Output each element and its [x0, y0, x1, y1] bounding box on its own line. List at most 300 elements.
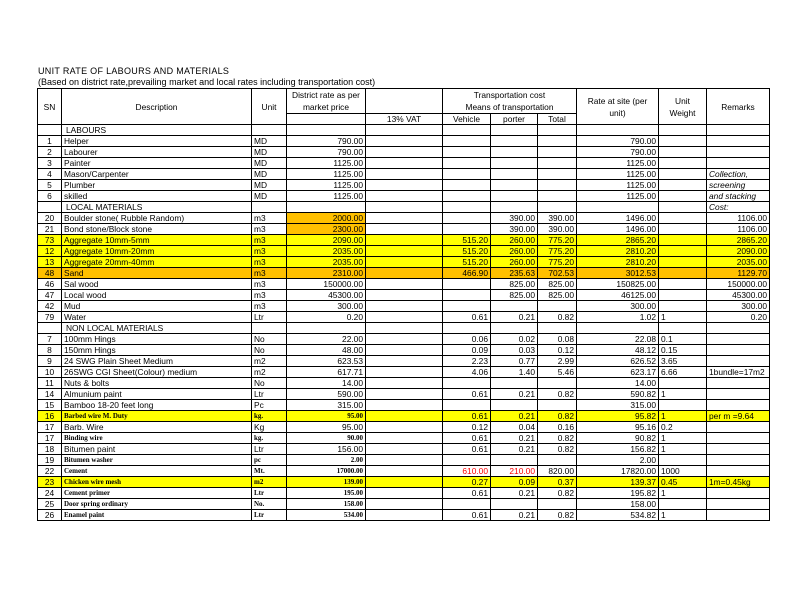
district-rate-cell: 790.00 — [287, 147, 366, 158]
vat-cell — [366, 213, 443, 224]
unit-cell: m3 — [252, 213, 287, 224]
remark-cell — [707, 334, 770, 345]
description-cell: Cement — [62, 466, 252, 477]
total-cell: 825.00 — [538, 290, 577, 301]
sn-cell: 73 — [38, 235, 62, 246]
empty-cell — [577, 202, 659, 213]
porter-cell — [491, 147, 538, 158]
district-rate-cell: 2090.00 — [287, 235, 366, 246]
empty-cell — [252, 202, 287, 213]
remark-cell: and stacking — [707, 191, 770, 202]
total-cell: 0.16 — [538, 422, 577, 433]
porter-cell — [491, 455, 538, 466]
empty-cell — [538, 202, 577, 213]
unit-cell: m2 — [252, 477, 287, 488]
porter-cell: 0.21 — [491, 389, 538, 400]
district-rate-cell: 90.00 — [287, 433, 366, 444]
table-row — [38, 224, 770, 235]
porter-cell — [491, 136, 538, 147]
unit-weight-cell — [659, 301, 707, 312]
table-row — [38, 312, 770, 323]
remark-cell — [707, 510, 770, 521]
header-vat: 13% VAT — [366, 114, 443, 125]
table-row — [38, 422, 770, 433]
rate-at-site-cell: 1.02 — [577, 312, 659, 323]
vehicle-cell: 2.23 — [443, 356, 491, 367]
rate-at-site-cell: 17820.00 — [577, 466, 659, 477]
table-row — [38, 367, 770, 378]
rate-at-site-cell: 2810.20 — [577, 257, 659, 268]
porter-cell: 390.00 — [491, 224, 538, 235]
section-labours — [38, 125, 770, 136]
vehicle-cell: 0.12 — [443, 422, 491, 433]
description-cell: Local wood — [62, 290, 252, 301]
description-cell: Nuts & bolts — [62, 378, 252, 389]
total-cell: 0.82 — [538, 444, 577, 455]
unit-weight-cell: 6.66 — [659, 367, 707, 378]
sn-cell: 17 — [38, 433, 62, 444]
porter-cell: 825.00 — [491, 290, 538, 301]
empty-cell — [366, 202, 443, 213]
vat-cell — [366, 378, 443, 389]
vat-cell — [366, 246, 443, 257]
description-cell: Mason/Carpenter — [62, 169, 252, 180]
unit-weight-cell: 0.45 — [659, 477, 707, 488]
vat-cell — [366, 444, 443, 455]
porter-cell: 0.03 — [491, 345, 538, 356]
remark-cell: 1bundle=17m2 — [707, 367, 770, 378]
description-cell: 24 SWG Plain Sheet Medium — [62, 356, 252, 367]
vat-cell — [366, 158, 443, 169]
description-cell: Barbed wire M. Duty — [62, 411, 252, 422]
rate-at-site-cell: 90.82 — [577, 433, 659, 444]
unit-cell: m3 — [252, 224, 287, 235]
remark-cell: screening — [707, 180, 770, 191]
unit-weight-cell — [659, 169, 707, 180]
sn-cell: 21 — [38, 224, 62, 235]
vat-cell — [366, 422, 443, 433]
total-cell: 0.82 — [538, 389, 577, 400]
total-cell — [538, 378, 577, 389]
remark-cell — [707, 433, 770, 444]
unit-weight-cell — [659, 279, 707, 290]
unit-cell: MD — [252, 169, 287, 180]
total-cell: 0.08 — [538, 334, 577, 345]
description-cell: Barb. Wire — [62, 422, 252, 433]
rate-at-site-cell: 623.17 — [577, 367, 659, 378]
sn-cell: 79 — [38, 312, 62, 323]
porter-cell: 0.21 — [491, 488, 538, 499]
remark-cell: 150000.00 — [707, 279, 770, 290]
remark-cell — [707, 323, 770, 334]
empty-cell — [252, 323, 287, 334]
table-row — [38, 180, 770, 191]
empty-cell — [577, 125, 659, 136]
vehicle-cell: 515.20 — [443, 246, 491, 257]
porter-cell: 260.00 — [491, 257, 538, 268]
unit-weight-cell: 1 — [659, 312, 707, 323]
section-non-local-materials — [38, 323, 770, 334]
rate-at-site-cell: 2810.20 — [577, 246, 659, 257]
rate-at-site-cell: 3012.53 — [577, 268, 659, 279]
section-local-materials — [38, 202, 770, 213]
empty-cell — [287, 323, 366, 334]
vehicle-cell — [443, 290, 491, 301]
district-rate-cell: 195.00 — [287, 488, 366, 499]
unit-weight-cell — [659, 213, 707, 224]
description-cell: Helper — [62, 136, 252, 147]
table-row — [38, 158, 770, 169]
sheet-title: UNIT RATE OF LABOURS AND MATERIALS — [38, 66, 230, 76]
district-rate-cell: 22.00 — [287, 334, 366, 345]
vat-cell — [366, 367, 443, 378]
vat-cell — [366, 224, 443, 235]
table-row — [38, 466, 770, 477]
total-cell — [538, 400, 577, 411]
sn-cell: 13 — [38, 257, 62, 268]
header-rate-site: Rate at site (per unit) — [577, 89, 659, 125]
sn-cell: 25 — [38, 499, 62, 510]
rate-at-site-cell: 315.00 — [577, 400, 659, 411]
total-cell: 390.00 — [538, 213, 577, 224]
sn-cell: 9 — [38, 356, 62, 367]
unit-cell: Ltr — [252, 389, 287, 400]
district-rate-cell: 139.00 — [287, 477, 366, 488]
vehicle-cell — [443, 499, 491, 510]
description-cell: Bitumen paint — [62, 444, 252, 455]
district-rate-cell: 300.00 — [287, 301, 366, 312]
section-title: LOCAL MATERIALS — [62, 202, 252, 213]
header-district-rate: District rate as per market price — [287, 89, 366, 114]
unit-cell: Ltr — [252, 444, 287, 455]
vat-cell — [366, 268, 443, 279]
vat-cell — [366, 312, 443, 323]
porter-cell: 0.21 — [491, 444, 538, 455]
district-rate-cell: 534.00 — [287, 510, 366, 521]
table-row — [38, 444, 770, 455]
total-cell: 0.82 — [538, 488, 577, 499]
unit-cell: Ltr — [252, 312, 287, 323]
vat-cell — [366, 356, 443, 367]
total-cell: 0.82 — [538, 312, 577, 323]
table-row — [38, 213, 770, 224]
description-cell: Boulder stone( Rubble Random) — [62, 213, 252, 224]
description-cell: Painter — [62, 158, 252, 169]
total-cell — [538, 499, 577, 510]
porter-cell — [491, 191, 538, 202]
sn-cell: 12 — [38, 246, 62, 257]
district-rate-cell: 2000.00 — [287, 213, 366, 224]
rate-at-site-cell: 150825.00 — [577, 279, 659, 290]
header-row-1 — [38, 89, 770, 102]
description-cell: Aggregate 10mm-5mm — [62, 235, 252, 246]
table-row — [38, 389, 770, 400]
vehicle-cell — [443, 191, 491, 202]
rate-at-site-cell: 1125.00 — [577, 180, 659, 191]
district-rate-cell: 1125.00 — [287, 158, 366, 169]
table-row — [38, 334, 770, 345]
remark-cell: 1106.00 — [707, 224, 770, 235]
sn-cell: 47 — [38, 290, 62, 301]
description-cell: Binding wire — [62, 433, 252, 444]
vat-cell — [366, 510, 443, 521]
rate-at-site-cell: 22.08 — [577, 334, 659, 345]
table-row — [38, 499, 770, 510]
rate-at-site-cell: 626.52 — [577, 356, 659, 367]
unit-weight-cell — [659, 257, 707, 268]
unit-cell: m2 — [252, 367, 287, 378]
header-means: Means of transportation — [443, 101, 577, 114]
vehicle-cell: 515.20 — [443, 235, 491, 246]
header-unit: Unit — [252, 89, 287, 125]
empty-cell — [538, 323, 577, 334]
unit-cell: No — [252, 345, 287, 356]
vehicle-cell: 0.61 — [443, 510, 491, 521]
unit-weight-cell — [659, 499, 707, 510]
remark-cell — [707, 147, 770, 158]
district-rate-cell: 790.00 — [287, 136, 366, 147]
sn-cell: 24 — [38, 488, 62, 499]
remark-cell — [707, 455, 770, 466]
table-row — [38, 510, 770, 521]
sn-cell: 46 — [38, 279, 62, 290]
unit-cell: m3 — [252, 268, 287, 279]
porter-cell: 0.04 — [491, 422, 538, 433]
vat-cell — [366, 136, 443, 147]
rate-at-site-cell: 2865.20 — [577, 235, 659, 246]
sn-cell — [38, 323, 62, 334]
total-cell: 825.00 — [538, 279, 577, 290]
unit-weight-cell: 1 — [659, 411, 707, 422]
unit-weight-cell: 0.2 — [659, 422, 707, 433]
remark-cell: 1129.70 — [707, 268, 770, 279]
district-rate-cell: 2310.00 — [287, 268, 366, 279]
unit-cell: m3 — [252, 279, 287, 290]
porter-cell: 0.21 — [491, 411, 538, 422]
description-cell: Water — [62, 312, 252, 323]
empty-cell — [366, 323, 443, 334]
section-title: NON LOCAL MATERIALS — [62, 323, 252, 334]
description-cell: Mud — [62, 301, 252, 312]
remark-cell: 1106.00 — [707, 213, 770, 224]
rate-at-site-cell: 46125.00 — [577, 290, 659, 301]
district-rate-cell: 0.20 — [287, 312, 366, 323]
unit-weight-cell: 0.15 — [659, 345, 707, 356]
table-row — [38, 268, 770, 279]
unit-cell: kg. — [252, 433, 287, 444]
sn-cell: 48 — [38, 268, 62, 279]
district-rate-cell: 45300.00 — [287, 290, 366, 301]
sn-cell: 5 — [38, 180, 62, 191]
description-cell: Plumber — [62, 180, 252, 191]
sn-cell — [38, 125, 62, 136]
total-cell: 0.82 — [538, 510, 577, 521]
rate-at-site-cell: 2.00 — [577, 455, 659, 466]
remark-cell — [707, 400, 770, 411]
empty-cell — [538, 125, 577, 136]
vehicle-cell: 0.06 — [443, 334, 491, 345]
vat-cell — [366, 334, 443, 345]
unit-weight-cell: 1 — [659, 510, 707, 521]
vat-cell — [366, 169, 443, 180]
total-cell: 390.00 — [538, 224, 577, 235]
sn-cell: 1 — [38, 136, 62, 147]
vehicle-cell — [443, 301, 491, 312]
vehicle-cell: 0.61 — [443, 444, 491, 455]
district-rate-cell: 156.00 — [287, 444, 366, 455]
rate-at-site-cell: 156.82 — [577, 444, 659, 455]
total-cell: 5.46 — [538, 367, 577, 378]
rate-at-site-cell: 1125.00 — [577, 158, 659, 169]
total-cell — [538, 136, 577, 147]
vat-cell — [366, 147, 443, 158]
table-row — [38, 246, 770, 257]
remark-cell — [707, 345, 770, 356]
vat-cell — [366, 257, 443, 268]
remark-cell: 2035.00 — [707, 257, 770, 268]
total-cell — [538, 191, 577, 202]
table-row — [38, 378, 770, 389]
unit-weight-cell: 1000 — [659, 466, 707, 477]
remark-cell: 45300.00 — [707, 290, 770, 301]
vehicle-cell — [443, 136, 491, 147]
empty-cell — [443, 125, 491, 136]
total-cell: 775.20 — [538, 246, 577, 257]
vat-cell — [366, 488, 443, 499]
remark-cell: 2865.20 — [707, 235, 770, 246]
district-rate-cell: 48.00 — [287, 345, 366, 356]
district-rate-cell: 617.71 — [287, 367, 366, 378]
table-row — [38, 235, 770, 246]
vehicle-cell — [443, 158, 491, 169]
vehicle-cell: 0.61 — [443, 389, 491, 400]
description-cell: Almunium paint — [62, 389, 252, 400]
description-cell: Sal wood — [62, 279, 252, 290]
unit-cell: No — [252, 334, 287, 345]
unit-cell: No — [252, 378, 287, 389]
unit-weight-cell — [659, 235, 707, 246]
header-unit-weight: Unit Weight — [659, 89, 707, 125]
empty-cell — [252, 125, 287, 136]
table-row — [38, 169, 770, 180]
porter-cell — [491, 499, 538, 510]
unit-cell: Mt. — [252, 466, 287, 477]
district-rate-cell: 95.00 — [287, 422, 366, 433]
porter-cell: 0.77 — [491, 356, 538, 367]
sn-cell: 14 — [38, 389, 62, 400]
vehicle-cell: 0.27 — [443, 477, 491, 488]
unit-cell: m3 — [252, 246, 287, 257]
sn-cell: 10 — [38, 367, 62, 378]
remark-cell — [707, 136, 770, 147]
empty-cell — [659, 202, 707, 213]
remark-cell: 2090.00 — [707, 246, 770, 257]
sn-cell: 18 — [38, 444, 62, 455]
unit-weight-cell — [659, 191, 707, 202]
vat-cell — [366, 279, 443, 290]
header-total: Total — [538, 114, 577, 125]
total-cell — [538, 455, 577, 466]
porter-cell: 260.00 — [491, 246, 538, 257]
porter-cell — [491, 378, 538, 389]
sheet-subtitle: (Based on district rate,prevailing market and local rates including transportation cost) — [38, 77, 376, 87]
sn-cell: 8 — [38, 345, 62, 356]
sn-cell: 4 — [38, 169, 62, 180]
unit-weight-cell: 1 — [659, 389, 707, 400]
unit-weight-cell: 1 — [659, 488, 707, 499]
porter-cell — [491, 158, 538, 169]
total-cell: 0.82 — [538, 411, 577, 422]
description-cell: Chicken wire mesh — [62, 477, 252, 488]
rate-at-site-cell: 139.37 — [577, 477, 659, 488]
rate-at-site-cell: 590.82 — [577, 389, 659, 400]
vat-cell — [366, 477, 443, 488]
total-cell: 2.99 — [538, 356, 577, 367]
total-cell: 0.37 — [538, 477, 577, 488]
unit-cell: m3 — [252, 257, 287, 268]
unit-cell: No. — [252, 499, 287, 510]
porter-cell — [491, 400, 538, 411]
vehicle-cell — [443, 213, 491, 224]
unit-weight-cell — [659, 158, 707, 169]
unit-cell: m3 — [252, 290, 287, 301]
remark-cell — [707, 488, 770, 499]
porter-cell: 825.00 — [491, 279, 538, 290]
unit-cell: Kg — [252, 422, 287, 433]
porter-cell — [491, 301, 538, 312]
vehicle-cell: 4.06 — [443, 367, 491, 378]
vehicle-cell — [443, 224, 491, 235]
rate-at-site-cell: 300.00 — [577, 301, 659, 312]
remark-cell: 1m=0.45kg — [707, 477, 770, 488]
description-cell: Aggregate 10mm-20mm — [62, 246, 252, 257]
empty-cell — [491, 323, 538, 334]
rate-at-site-cell: 48.12 — [577, 345, 659, 356]
total-cell — [538, 180, 577, 191]
porter-cell — [491, 169, 538, 180]
remark-cell: 300.00 — [707, 301, 770, 312]
porter-cell: 0.21 — [491, 433, 538, 444]
rate-at-site-cell: 1496.00 — [577, 213, 659, 224]
total-cell — [538, 158, 577, 169]
vat-cell — [366, 180, 443, 191]
description-cell: Bitumen washer — [62, 455, 252, 466]
remark-cell — [707, 422, 770, 433]
unit-cell: Pc — [252, 400, 287, 411]
table-row — [38, 345, 770, 356]
sn-cell: 42 — [38, 301, 62, 312]
total-cell — [538, 301, 577, 312]
rate-at-site-cell: 790.00 — [577, 136, 659, 147]
description-cell: Door spring ordinary — [62, 499, 252, 510]
vat-cell — [366, 499, 443, 510]
empty-cell — [287, 202, 366, 213]
rate-at-site-cell: 158.00 — [577, 499, 659, 510]
sn-cell — [38, 202, 62, 213]
sn-cell: 6 — [38, 191, 62, 202]
vehicle-cell: 515.20 — [443, 257, 491, 268]
district-rate-cell: 2035.00 — [287, 257, 366, 268]
empty-cell — [659, 125, 707, 136]
rate-at-site-cell: 195.82 — [577, 488, 659, 499]
vehicle-cell: 0.61 — [443, 411, 491, 422]
description-cell: Cement primer — [62, 488, 252, 499]
rate-at-site-cell: 1125.00 — [577, 191, 659, 202]
vehicle-cell: 0.09 — [443, 345, 491, 356]
sn-cell: 11 — [38, 378, 62, 389]
porter-cell: 0.09 — [491, 477, 538, 488]
district-rate-cell: 2.00 — [287, 455, 366, 466]
